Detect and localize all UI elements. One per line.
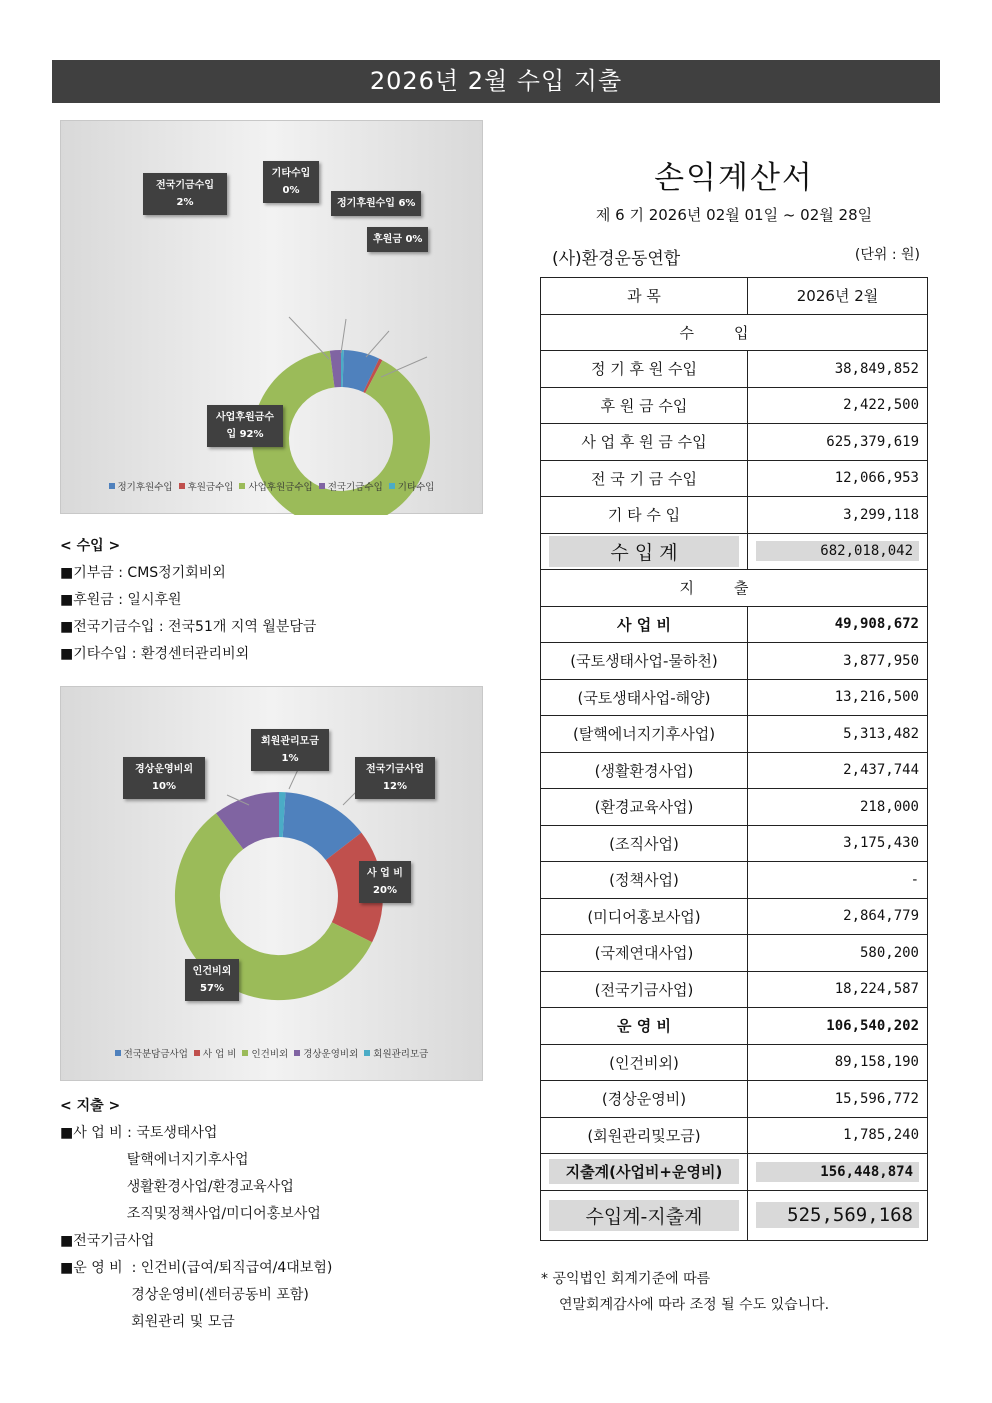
- label-project-income: [207, 405, 283, 447]
- expense-chart: [60, 686, 483, 1081]
- net-label: 수입계-지출계: [549, 1200, 739, 1231]
- income-total-amount: 682,018,042: [756, 541, 919, 561]
- legend-swatch: [319, 483, 325, 489]
- legend-item: [179, 479, 234, 493]
- net-amount: 525,569,168: [756, 1202, 919, 1228]
- legend-label: 경상운영비외: [303, 1049, 359, 1060]
- unit-label: (단위 : 원): [854, 247, 920, 263]
- table-row: [541, 497, 928, 534]
- table-row: [541, 424, 928, 461]
- legend-swatch: [109, 483, 115, 489]
- label-text: 경상운영비외: [135, 764, 193, 775]
- row-amount: 625,379,619: [748, 424, 928, 461]
- legend-label: 사 업 비: [202, 1049, 237, 1060]
- expense-note-row: 생활환경사업/환경교육사업: [60, 1179, 294, 1195]
- table-header-row: [541, 278, 928, 315]
- label-donation-income: [367, 227, 428, 252]
- legend-label: 기타수입: [397, 482, 435, 493]
- legend-label: 회원관리모금: [373, 1049, 429, 1060]
- row-amount: 5,313,482: [748, 716, 928, 753]
- row-item: 사 업 비: [541, 606, 748, 643]
- legend-label: 전국기금수입: [327, 482, 383, 493]
- income-notes-heading: < 수입 >: [60, 538, 121, 554]
- expense-total-cell: [541, 1154, 748, 1191]
- legend-item: [364, 1046, 428, 1060]
- label-pct: 입 92%: [226, 429, 264, 440]
- row-amount: 1,785,240: [748, 1117, 928, 1154]
- row-item: 후 원 금 수입: [541, 387, 748, 424]
- row-item: 전 국 기 금 수입: [541, 460, 748, 497]
- table-row: [541, 679, 928, 716]
- net-amount-cell: [748, 1190, 928, 1240]
- row-amount: 2,437,744: [748, 752, 928, 789]
- row-amount: 106,540,202: [748, 1008, 928, 1045]
- col-item-header: 과 목: [541, 278, 748, 315]
- expense-note-row: 조직및정책사업/미디어홍보사업: [60, 1206, 321, 1222]
- label-project-exp: [359, 861, 411, 903]
- row-amount: 3,299,118: [748, 497, 928, 534]
- legend-swatch: [239, 483, 245, 489]
- row-amount: 3,175,430: [748, 825, 928, 862]
- expense-total-amount: 156,448,874: [756, 1162, 919, 1182]
- label-other-income: [263, 161, 319, 203]
- row-amount: 13,216,500: [748, 679, 928, 716]
- row-amount: 2,864,779: [748, 898, 928, 935]
- row-amount: 15,596,772: [748, 1081, 928, 1118]
- page-title: 2026년 2월 수입 지출: [52, 60, 940, 103]
- expense-note-row: ■운 영 비 : 인건비(급여/퇴직급여/4대보험): [60, 1260, 333, 1276]
- row-item: (전국기금사업): [541, 971, 748, 1008]
- footnote-line: * 공익법인 회계기준에 따름: [541, 1271, 711, 1287]
- footnote: [541, 1266, 829, 1318]
- legend-label: 정기후원수입: [117, 482, 173, 493]
- table-row: [541, 1081, 928, 1118]
- income-section-label: 수입: [541, 314, 928, 351]
- row-item: (정책사업): [541, 862, 748, 899]
- expense-note-row: ■사 업 비 : 국토생태사업: [60, 1125, 218, 1141]
- label-text: 전국기금수입: [156, 180, 214, 191]
- legend-label: 전국분담금사업: [123, 1049, 188, 1060]
- table-row: [541, 460, 928, 497]
- legend-item: [109, 479, 173, 493]
- label-text: 전국기금사업: [366, 764, 424, 775]
- row-amount: 12,066,953: [748, 460, 928, 497]
- label-pct: 0%: [282, 185, 300, 196]
- income-total-row: [541, 533, 928, 570]
- operating-cost-row: [541, 1008, 928, 1045]
- income-total-amount-cell: [748, 533, 928, 570]
- label-text: 회원관리모금: [261, 736, 319, 747]
- net-cell: [541, 1190, 748, 1240]
- income-statement-table: [540, 277, 928, 1241]
- label-text: 후원금 0%: [373, 234, 423, 245]
- income-note-row: ■후원금 : 일시후원: [60, 592, 182, 608]
- row-item: (환경교육사업): [541, 789, 748, 826]
- legend-swatch: [364, 1050, 370, 1056]
- table-row: [541, 898, 928, 935]
- table-row: [541, 752, 928, 789]
- table-row: [541, 862, 928, 899]
- label-personnel-exp: [185, 959, 239, 1001]
- table-row: [541, 935, 928, 972]
- table-row: [541, 1117, 928, 1154]
- expense-total-label: 지출계(사업비+운영비): [549, 1159, 739, 1184]
- income-note-row: ■전국기금수입 : 전국51개 지역 월분담금: [60, 619, 317, 635]
- table-row: [541, 716, 928, 753]
- row-amount: 89,158,190: [748, 1044, 928, 1081]
- legend-swatch: [389, 483, 395, 489]
- row-item: 기 타 수 입: [541, 497, 748, 534]
- expense-total-row: [541, 1154, 928, 1191]
- section-row: [541, 314, 928, 351]
- net-row: [541, 1190, 928, 1240]
- label-text: 인건비외: [192, 966, 232, 977]
- legend-item: [389, 479, 435, 493]
- row-item: (회원관리및모금): [541, 1117, 748, 1154]
- label-text: 사업후원금수: [216, 412, 274, 423]
- legend-item: [194, 1046, 237, 1060]
- row-amount: 3,877,950: [748, 643, 928, 680]
- project-cost-row: [541, 606, 928, 643]
- label-nat-fund-income: [143, 173, 227, 215]
- row-amount: 580,200: [748, 935, 928, 972]
- expense-note-row: 탈핵에너지기후사업: [60, 1152, 249, 1168]
- income-chart: [60, 120, 483, 514]
- legend-swatch: [115, 1050, 121, 1056]
- legend-swatch: [179, 483, 185, 489]
- legend-swatch: [242, 1050, 248, 1056]
- income-note-row: ■기타수입 : 환경센터관리비외: [60, 646, 250, 662]
- row-amount: 218,000: [748, 789, 928, 826]
- expense-notes: [60, 1093, 332, 1336]
- label-text: 기타수입: [271, 168, 311, 179]
- row-item: (미디어홍보사업): [541, 898, 748, 935]
- income-notes: [60, 533, 316, 668]
- section-row: [541, 570, 928, 607]
- row-item: (인건비외): [541, 1044, 748, 1081]
- legend-item: [239, 479, 312, 493]
- income-total-label: 수 입 계: [549, 536, 739, 567]
- expense-note-row: 회원관리 및 모금: [60, 1314, 235, 1330]
- organization-name: (사)환경운동연합: [552, 249, 681, 269]
- row-amount: 18,224,587: [748, 971, 928, 1008]
- row-item: 사 업 후 원 금 수입: [541, 424, 748, 461]
- label-pct: 57%: [200, 983, 224, 994]
- footnote-line: 연말회계감사에 따라 조정 될 수도 있습니다.: [559, 1297, 830, 1313]
- legend-label: 사업후원금수입: [248, 482, 313, 493]
- row-item: 운 영 비: [541, 1008, 748, 1045]
- legend-label: 후원금수입: [187, 482, 234, 493]
- expense-notes-heading: < 지출 >: [60, 1098, 121, 1114]
- row-item: 정 기 후 원 수입: [541, 351, 748, 388]
- label-text: 정기후원수입 6%: [337, 198, 416, 209]
- label-text: 사 업 비: [367, 868, 403, 879]
- label-ops-exp: [123, 757, 205, 799]
- label-pct: 12%: [383, 781, 407, 792]
- expense-total-amount-cell: [748, 1154, 928, 1191]
- table-row: [541, 1044, 928, 1081]
- table-row: [541, 789, 928, 826]
- legend-item: [294, 1046, 358, 1060]
- income-legend: [61, 479, 482, 493]
- statement-period: 제 6 기 2026년 02월 01일 ~ 02월 28일: [595, 206, 873, 224]
- income-total-cell: [541, 533, 748, 570]
- income-note-row: ■기부금 : CMS정기회비외: [60, 565, 226, 581]
- label-member-exp: [251, 729, 329, 771]
- label-pct: 2%: [176, 197, 194, 208]
- statement-title: 손익계산서: [654, 160, 814, 196]
- row-item: (생활환경사업): [541, 752, 748, 789]
- legend-swatch: [294, 1050, 300, 1056]
- col-month-header: 2026년 2월: [748, 278, 928, 315]
- table-row: [541, 825, 928, 862]
- row-amount: -: [748, 862, 928, 899]
- legend-swatch: [194, 1050, 200, 1056]
- expense-section-label: 지출: [541, 570, 928, 607]
- legend-item: [242, 1046, 288, 1060]
- row-item: (조직사업): [541, 825, 748, 862]
- row-item: (탈핵에너지기후사업): [541, 716, 748, 753]
- row-amount: 2,422,500: [748, 387, 928, 424]
- row-item: (경상운영비): [541, 1081, 748, 1118]
- legend-item: [115, 1046, 188, 1060]
- label-regular-income: [331, 191, 421, 216]
- label-pct: 20%: [373, 885, 397, 896]
- label-pct: 1%: [281, 753, 299, 764]
- table-row: [541, 351, 928, 388]
- label-pct: 10%: [152, 781, 176, 792]
- row-item: (국토생태사업-해양): [541, 679, 748, 716]
- expense-note-row: ■전국기금사업: [60, 1233, 155, 1249]
- row-amount: 49,908,672: [748, 606, 928, 643]
- row-item: (국제연대사업): [541, 935, 748, 972]
- table-row: [541, 387, 928, 424]
- row-amount: 38,849,852: [748, 351, 928, 388]
- label-natfund-exp: [355, 757, 435, 799]
- legend-item: [319, 479, 383, 493]
- expense-note-row: 경상운영비(센터공동비 포함): [60, 1287, 309, 1303]
- row-item: (국토생태사업-물하천): [541, 643, 748, 680]
- legend-label: 인건비외: [251, 1049, 289, 1060]
- table-row: [541, 971, 928, 1008]
- expense-legend: [61, 1046, 482, 1060]
- table-row: [541, 643, 928, 680]
